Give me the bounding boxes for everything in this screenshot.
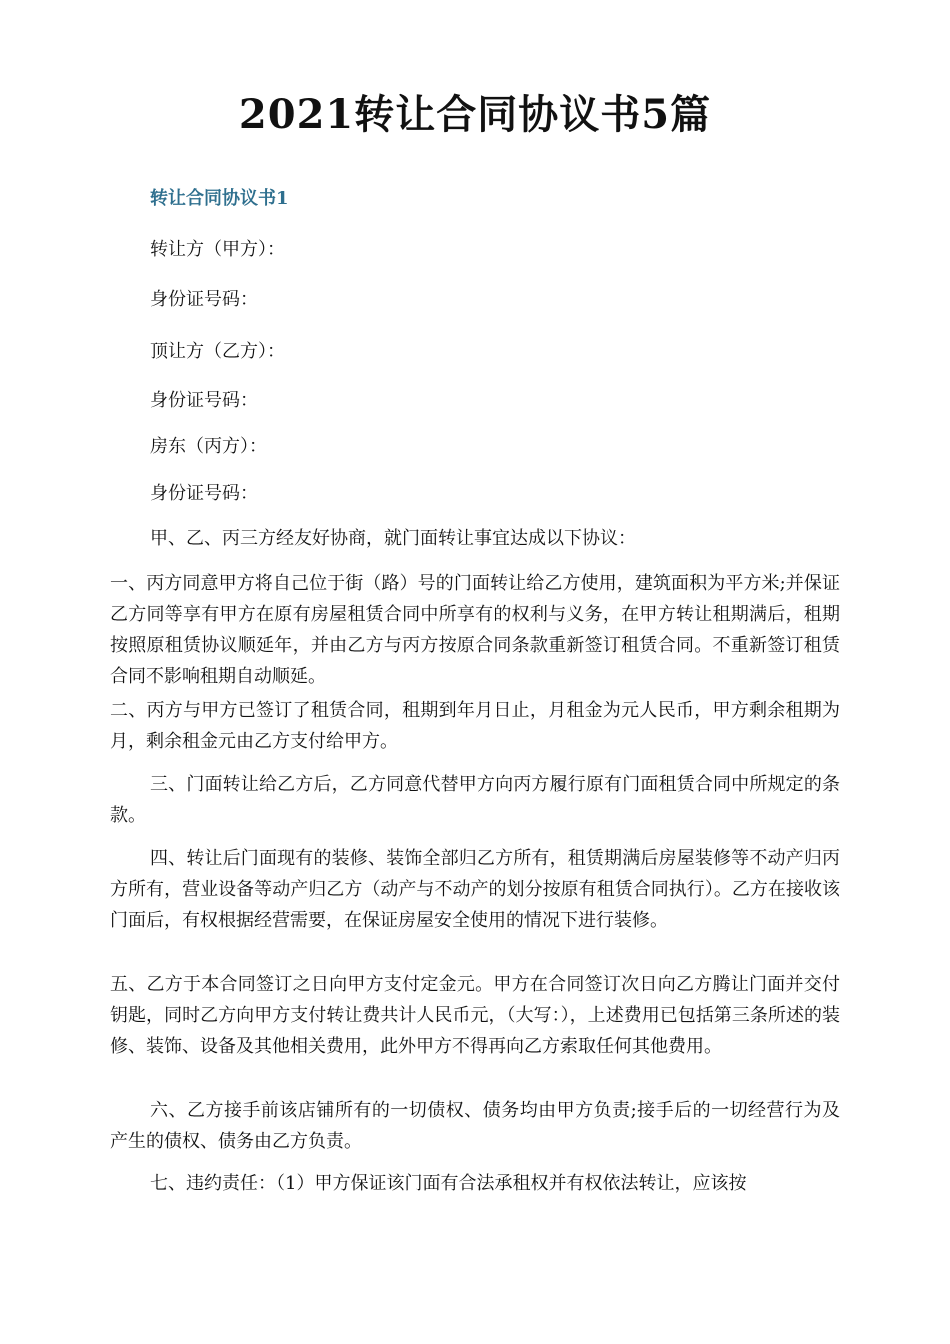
field-transferor-id: 身份证号码：	[150, 289, 258, 310]
clause-4: 四、转让后门面现有的装修、装饰全部归乙方所有，租赁期满后房屋装修等不动产归丙方所有，营业设备等动产归乙方（动产与不动产的划分按原有租赁合同执行）。乙方在接收该门面后，有权根据经营需要，在保证房屋安全使用的情况下进行装修。	[110, 848, 840, 931]
clause-3: 三、门面转让给乙方后，乙方同意代替甲方向丙方履行原有门面租赁合同中所规定的条款。	[110, 774, 840, 826]
clause-2: 二、丙方与甲方已签订了租赁合同，租期到年月日止，月租金为元人民币，甲方剩余租期为月，剩余租金元由乙方支付给甲方。	[110, 700, 840, 752]
field-landlord-id: 身份证号码：	[150, 483, 258, 504]
field-transferee-id: 身份证号码：	[150, 390, 258, 411]
field-landlord: 房东（丙方）：	[150, 436, 267, 457]
document-title: 2021转让合同协议书5篇	[238, 91, 712, 138]
clause-5: 五、乙方于本合同签订之日向甲方支付定金元。甲方在合同签订次日向乙方腾让门面并交付钥匙，同时乙方向甲方支付转让费共计人民币元，（大写：），上述费用已包括第三条所述的装修、装饰、设备及其他相关费用，此外甲方不得再向乙方索取任何其他费用。	[110, 974, 840, 1057]
section-heading: 转让合同协议书1	[150, 188, 289, 209]
clause-7: 七、违约责任：（1）甲方保证该门面有合法承租权并有权依法转让，应该按	[150, 1173, 747, 1194]
intro-paragraph: 甲、乙、丙三方经友好协商，就门面转让事宜达成以下协议：	[150, 528, 636, 549]
field-transferee: 顶让方（乙方）：	[150, 341, 285, 362]
clause-1: 一、丙方同意甲方将自己位于街（路）号的门面转让给乙方使用，建筑面积为平方米;并保证乙方同等享有甲方在原有房屋租赁合同中所享有的权利与义务，在甲方转让租期满后，租期按照原租赁协议顺延年，并由乙方与丙方按原合同条款重新签订租赁合同。不重新签订租赁合同不影响租期自动顺延。	[110, 573, 840, 687]
clause-6: 六、乙方接手前该店铺所有的一切债权、债务均由甲方负责;接手后的一切经营行为及产生的债权、债务由乙方负责。	[110, 1100, 840, 1152]
field-transferor: 转让方（甲方）：	[150, 239, 285, 260]
